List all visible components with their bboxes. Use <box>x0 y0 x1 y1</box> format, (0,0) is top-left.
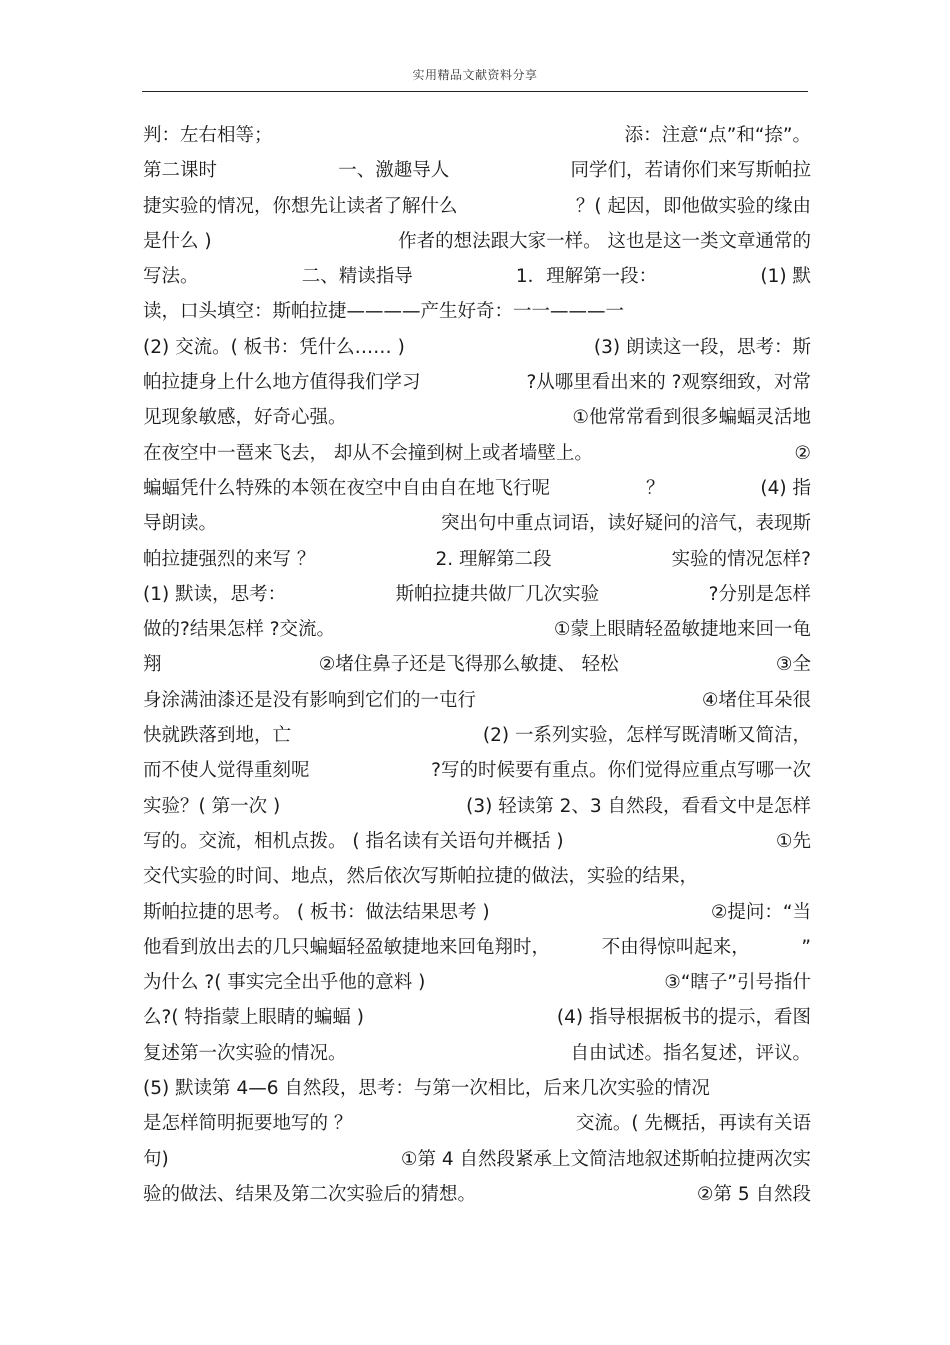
text-segment: (4) 指导根据板书的提示，看图 <box>556 1007 811 1029</box>
text-line <box>143 259 811 294</box>
text-segment: 翔 <box>143 654 162 676</box>
text-line <box>143 436 811 471</box>
text-line <box>143 1071 811 1106</box>
text-segment: ③全 <box>775 654 811 676</box>
text-line <box>143 400 811 435</box>
text-segment: 二、精读指导 <box>301 266 413 288</box>
text-line <box>143 1000 811 1035</box>
text-line <box>143 365 811 400</box>
text-segment: ④堵住耳朵很 <box>701 689 811 711</box>
text-segment: 交代实验的时间、地点，然后依次写斯帕拉捷的做法，实验的结果， <box>143 866 699 888</box>
text-line <box>143 612 811 647</box>
text-segment: (1) 默读，思考： <box>143 583 287 605</box>
text-line <box>143 789 811 824</box>
text-segment: ②第 5 自然段 <box>696 1183 811 1205</box>
text-segment: 同学们，若请你们来写斯帕拉 <box>570 160 811 182</box>
text-segment: 快就跌落到地，亡 <box>143 725 292 747</box>
text-line <box>143 224 811 259</box>
text-segment: 第二课时 <box>143 160 218 182</box>
text-line <box>143 118 811 153</box>
text-segment: ②提问：“当 <box>710 901 811 923</box>
text-segment: 斯帕拉捷共做厂几次实验 <box>395 583 600 605</box>
text-line <box>143 895 811 930</box>
text-line <box>143 577 811 612</box>
text-segment: 蝙蝠凭什么特殊的本领在夜空中自由自在地飞行呢 <box>143 477 551 499</box>
text-segment: 句) <box>143 1148 169 1170</box>
text-segment: 交流。( 先概括，再读有关语 <box>575 1113 811 1135</box>
text-segment: ？ <box>645 477 665 499</box>
text-segment: ①第 4 自然段紧承上文简洁地叙述斯帕拉捷两次实 <box>400 1148 811 1170</box>
text-segment: 不由得惊叫起来， <box>601 936 750 958</box>
text-segment: 验的做法、结果及第二次实验后的猜想。 <box>143 1183 477 1205</box>
text-segment: ？( 起因，即他做实验的缘由 <box>575 195 811 217</box>
text-line <box>143 153 811 188</box>
text-segment: 写法。 <box>143 266 199 288</box>
text-segment: 在夜空中一琶来飞去， 却从不会撞到树上或者墙壁上。 <box>143 442 593 464</box>
text-line <box>143 189 811 224</box>
text-segment: ② <box>794 442 811 464</box>
text-segment: ?从哪里看出来的 ?观察细致，对常 <box>526 372 811 394</box>
text-line <box>143 506 811 541</box>
text-line <box>143 294 811 329</box>
text-segment: 添：注意“点”和“捺”。 <box>624 125 811 146</box>
text-line <box>143 330 811 365</box>
text-segment: (2) 交流。( 板书：凭什么…… ) <box>143 336 405 358</box>
text-segment: ①蒙上眼睛轻盈敏捷地来回一龟 <box>553 619 811 641</box>
text-segment: ②堵住鼻子还是飞得那么敏捷、 轻松 <box>318 654 619 676</box>
text-segment: 2. 理解第二段 <box>435 548 552 570</box>
text-segment: 斯帕拉捷的思考。 ( 板书：做法结果思考 ) <box>143 901 490 923</box>
text-line <box>143 718 811 753</box>
document-body <box>143 118 811 1212</box>
text-segment: 他看到放出去的几只蝙蝠轻盈敏捷地来回龟翔时， <box>143 936 551 958</box>
text-segment: (1) 默 <box>760 266 811 288</box>
text-line <box>143 1106 811 1141</box>
text-line <box>143 647 811 682</box>
text-line <box>143 930 811 965</box>
text-segment: (3) 轻读第 2、3 自然段，看看文中是怎样 <box>466 795 811 817</box>
text-segment: 一、激趣导人 <box>338 160 450 182</box>
text-segment: ③“瞎子”引号指什 <box>664 972 811 994</box>
text-segment: 突出句中重点词语，读好疑问的涪气，表现斯 <box>440 513 811 535</box>
text-segment: 作者的想法跟大家一样。 这也是这一类文章通常的 <box>398 230 811 252</box>
text-segment: 1．理解第一段： <box>515 266 658 288</box>
text-segment: 是什么 ) <box>143 230 212 252</box>
text-segment: 是怎样简明扼要地写的 ？ <box>143 1113 353 1135</box>
text-segment: 写的。交流，相机点拨。 ( 指名读有关语句并概括 ) <box>143 830 564 852</box>
text-line <box>143 1036 811 1071</box>
text-segment: 见现象敏感，好奇心强。 <box>143 407 347 429</box>
text-line <box>143 824 811 859</box>
text-line <box>143 683 811 718</box>
page-header: 实用精品文献资料分享 <box>412 68 538 82</box>
text-line <box>143 542 811 577</box>
text-segment: (5) 默读第 4—6 自然段，思考：与第一次相比，后来几次实验的情况 <box>143 1078 710 1100</box>
text-segment: 判：左右相等； <box>143 125 273 146</box>
text-segment: (4) 指 <box>760 477 811 499</box>
text-segment: 么?( 特指蒙上眼睛的蝙蝠 ) <box>143 1007 365 1029</box>
text-segment: 而不使人觉得重刻呢 <box>143 760 310 782</box>
text-segment: 实验？( 第一次 ) <box>143 795 281 817</box>
text-segment: 为什么 ?( 事实完全出乎他的意料 ) <box>143 972 426 994</box>
text-segment: (2) 一系列实验，怎样写既清晰又简洁， <box>482 725 811 747</box>
text-segment: ” <box>801 936 811 958</box>
text-segment: 复述第一次实验的情况。 <box>143 1042 347 1064</box>
text-line <box>143 753 811 788</box>
text-line <box>143 859 811 894</box>
text-segment: 捷实验的情况，你想先让读者了解什么 <box>143 195 458 217</box>
text-segment: 身涂满油漆还是没有影响到它们的一屯行 <box>143 689 477 711</box>
text-line <box>143 1177 811 1212</box>
text-segment: 实验的情况怎样? <box>671 548 811 570</box>
text-segment: 做的?结果怎样 ?交流。 <box>143 619 336 641</box>
text-segment: 帕拉捷强烈的来写 ？ <box>143 548 316 570</box>
text-segment: 导朗读。 <box>143 513 218 535</box>
header-divider <box>142 91 808 92</box>
text-line <box>143 1142 811 1177</box>
text-segment: ①他常常看到很多蝙蝠灵活地 <box>572 407 811 429</box>
text-segment: ?分别是怎样 <box>708 583 811 605</box>
text-segment: ?写的时候要有重点。你们觉得应重点写哪一次 <box>431 760 811 782</box>
text-segment: 读，口头填空：斯帕拉捷————产生好奇：一一———一 <box>143 301 625 323</box>
text-segment: (3) 朗读这一段，思考：斯 <box>593 336 811 358</box>
text-segment: 自由试述。指名复述，评议。 <box>570 1042 811 1064</box>
text-segment: ①先 <box>775 830 811 852</box>
text-line <box>143 965 811 1000</box>
text-segment: 帕拉捷身上什么地方值得我们学习 <box>143 372 421 394</box>
text-line <box>143 471 811 506</box>
